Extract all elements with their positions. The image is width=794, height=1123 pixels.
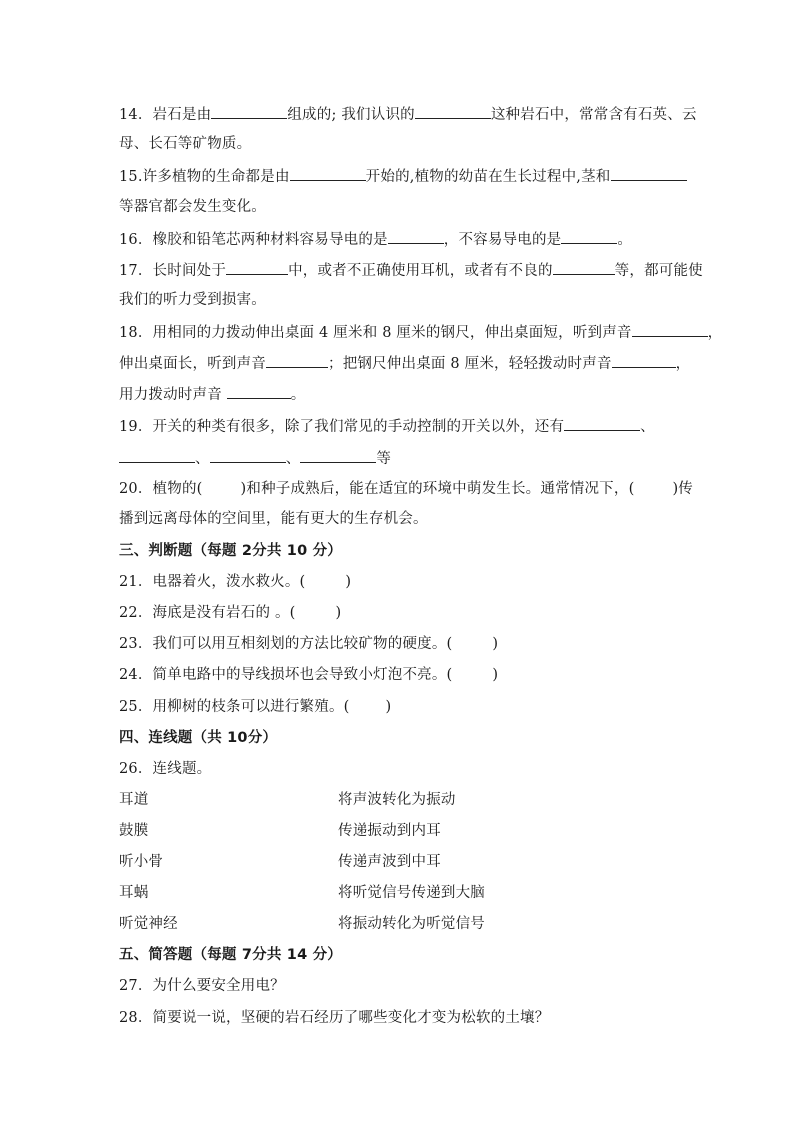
question-24: 24．简单电路中的导线损坏也会导致小灯泡不亮。( ) [119, 667, 499, 683]
question-14-cont: 母、长石等矿物质。 [119, 136, 252, 152]
question-17-cont: 我们的听力受到损害。 [119, 292, 266, 308]
blank[interactable] [211, 104, 287, 119]
match-row [119, 883, 485, 903]
match-row [119, 821, 441, 841]
question-17: 17．长时间处于 中，或者不正确使用耳机，或者有不良的 等，都可能使 [119, 260, 703, 281]
match-left[interactable]: 听觉神经 [119, 916, 178, 932]
question-27: 27．为什么要安全用电？ [119, 978, 285, 994]
question-19: 19．开关的种类有很多，除了我们常见的手动控制的开关以外，还有 、 [119, 416, 655, 437]
blank[interactable] [210, 448, 286, 463]
question-15: 15.许多植物的生命都是由 开始的,植物的幼苗在生长过程中,茎和 [119, 166, 687, 187]
question-19-cont: 、 、 等 [119, 448, 391, 469]
blank[interactable] [564, 416, 640, 431]
match-row [119, 852, 441, 872]
question-28: 28．简要说一说，坚硬的岩石经历了哪些变化才变为松软的土壤？ [119, 1010, 550, 1026]
blank[interactable] [553, 260, 615, 275]
match-left[interactable]: 耳道 [119, 792, 149, 808]
blank[interactable] [226, 260, 288, 275]
section-title-matching: 四、连线题（共 10分） [119, 730, 278, 746]
match-right[interactable]: 传递声波到中耳 [338, 854, 441, 870]
match-right[interactable]: 将声波转化为振动 [338, 792, 456, 808]
match-right[interactable]: 传递振动到内耳 [338, 823, 441, 839]
blank[interactable] [119, 448, 195, 463]
question-14: 14．岩石是由 组成的; 我们认识的 这种岩石中，常常含有石英、云 [119, 104, 697, 125]
match-left[interactable]: 鼓膜 [119, 823, 149, 839]
question-18-cont: 伸出桌面长，听到声音 ；把钢尺伸出桌面 8 厘米，轻轻拨动时声音 ， [119, 353, 690, 374]
question-26: 26．连线题。 [119, 761, 212, 777]
question-20-cont: 播到远离母体的空间里，能有更大的生存机会。 [119, 511, 428, 527]
question-22: 22．海底是没有岩石的 。( ) [119, 605, 342, 621]
match-left[interactable]: 听小骨 [119, 854, 164, 870]
question-18-cont2: 用力拨动时声音 。 [119, 384, 305, 405]
question-25: 25．用柳树的枝条可以进行繁殖。( ) [119, 699, 392, 715]
question-21: 21．电器着火，泼水救火。( ) [119, 574, 352, 590]
question-16: 16．橡胶和铅笔芯两种材料容易导电的是 ，不容易导电的是 。 [119, 229, 632, 250]
match-row [119, 914, 485, 934]
question-18: 18．用相同的力拨动伸出桌面 4 厘米和 8 厘米的钢尺，伸出桌面短，听到声音 ， [119, 322, 722, 343]
blank[interactable] [266, 353, 328, 368]
blank[interactable] [611, 166, 687, 181]
blank[interactable] [415, 104, 491, 119]
blank[interactable] [632, 322, 708, 337]
section-title-judgement: 三、判断题（每题 2分共 10 分） [119, 543, 343, 559]
match-row [119, 790, 456, 810]
question-15-cont: 等器官都会发生变化。 [119, 199, 266, 215]
blank[interactable] [300, 448, 376, 463]
blank[interactable] [388, 229, 444, 244]
blank[interactable] [612, 353, 676, 368]
blank[interactable] [561, 229, 617, 244]
match-left[interactable]: 耳蜗 [119, 885, 149, 901]
section-title-short-answer: 五、简答题（每题 7分共 14 分） [119, 947, 343, 963]
blank[interactable] [290, 166, 366, 181]
blank[interactable] [227, 384, 291, 399]
match-right[interactable]: 将听觉信号传递到大脑 [338, 885, 485, 901]
question-20: 20．植物的( )和种子成熟后，能在适宜的环境中萌发生长。通常情况下，( )传 [119, 481, 693, 497]
match-right[interactable]: 将振动转化为听觉信号 [338, 916, 485, 932]
question-23: 23．我们可以用互相刻划的方法比较矿物的硬度。( ) [119, 636, 499, 652]
